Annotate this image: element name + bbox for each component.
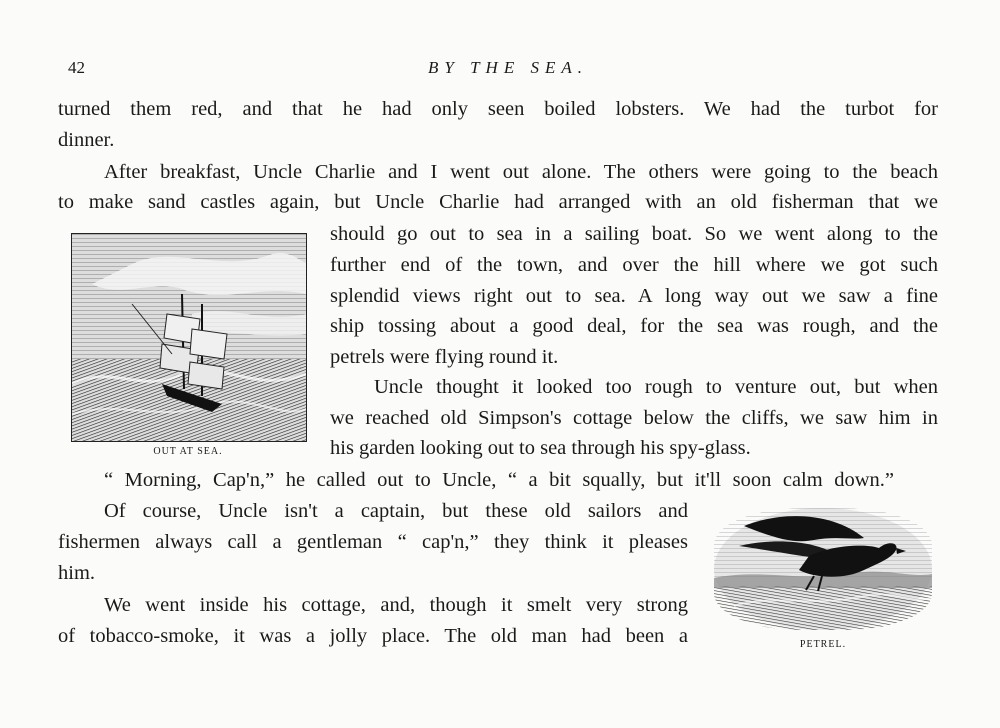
text-line: Of course, Uncle isn't a captain, but these old sailors and	[104, 500, 688, 522]
petrel-caption: PETREL.	[799, 639, 847, 650]
text-line: fishermen always call a gentleman “ cap'n,” they think it pleases	[58, 531, 688, 553]
petrel-illustration	[714, 508, 932, 630]
text-line: further end of the town, and over the hill where we got such	[330, 254, 938, 276]
text-line: his garden looking out to sea through his spy-glass.	[330, 437, 751, 459]
running-title: BY THE SEA.	[428, 58, 588, 77]
text-line: dinner.	[58, 129, 115, 151]
text-line: “ Morning, Cap'n,” he called out to Uncle, “ a bit squally, but it'll soon calm down.”	[104, 469, 894, 491]
text-line: petrels were flying round it.	[330, 346, 559, 368]
text-line: we reached old Simpson's cottage below the cliffs, we saw him in	[330, 407, 938, 429]
text-line: We went inside his cottage, and, though it smelt very strong	[104, 594, 688, 616]
text-line: him.	[58, 562, 96, 584]
ship-illustration	[71, 233, 307, 442]
ship-engraving-icon	[72, 234, 306, 441]
petrel-bird-icon	[714, 508, 932, 630]
text-line: turned them red, and that he had only seen boiled lobsters. We had the turbot for	[58, 98, 938, 120]
text-line: splendid views right out to sea. A long way out we saw a fine	[330, 285, 938, 307]
page-number: 42	[68, 58, 85, 77]
text-line: Uncle thought it looked too rough to venture out, but when	[374, 376, 938, 398]
text-line: After breakfast, Uncle Charlie and I went out alone. The others were going to the beach	[104, 161, 938, 183]
text-line: to make sand castles again, but Uncle Charlie had arranged with an old fisherman that we	[58, 191, 938, 213]
page-header	[68, 58, 948, 82]
ship-caption: OUT AT SEA.	[153, 446, 223, 457]
text-line: should go out to sea in a sailing boat. So we went along to the	[330, 223, 938, 245]
text-line: of tobacco-smoke, it was a jolly place. The old man had been a	[58, 625, 688, 647]
text-line: ship tossing about a good deal, for the sea was rough, and the	[330, 315, 938, 337]
